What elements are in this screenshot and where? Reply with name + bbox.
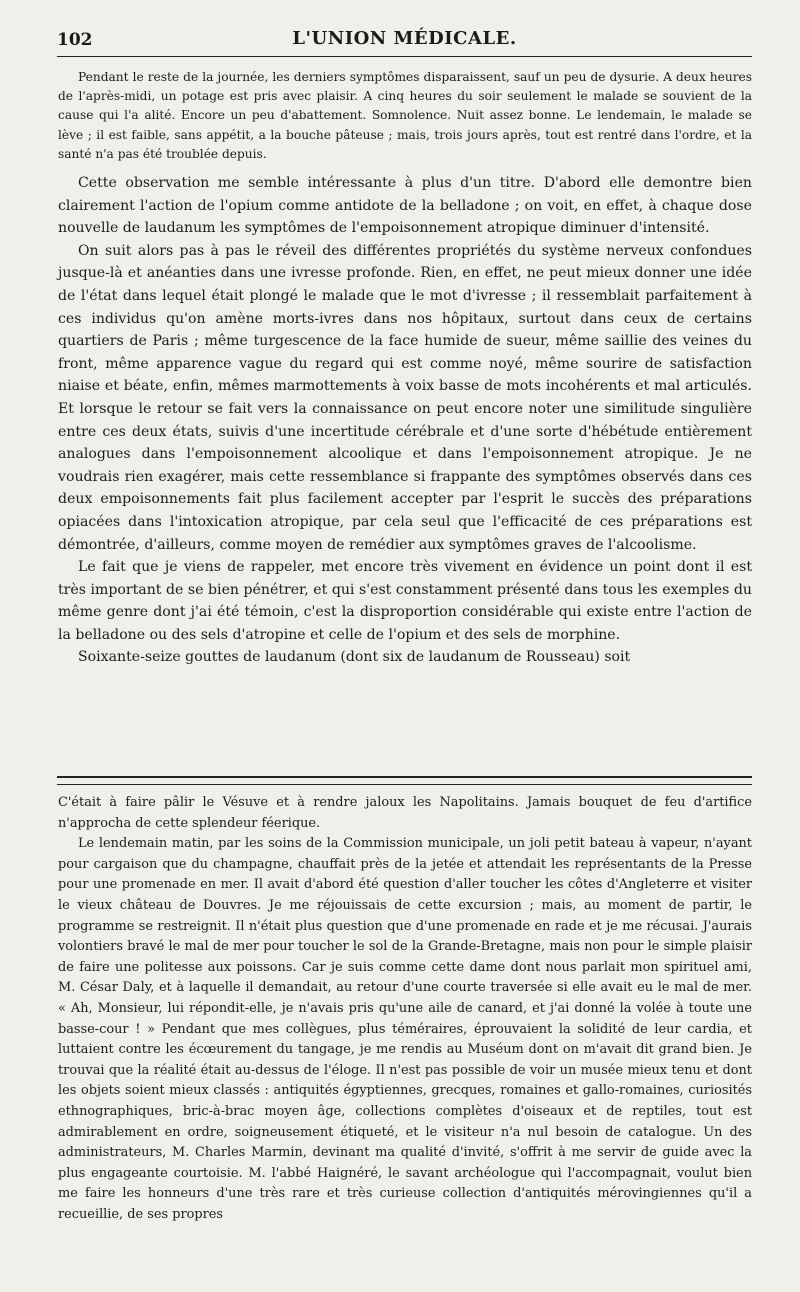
paragraph-gap: [58, 164, 752, 172]
commentary-paragraph-3: Le fait que je viens de rappeler, met encore très vivement en évidence un point dont il est très important de se bien pénétrer, et qui s'est constamment présenté dans tous les exemples du même genre dont j'ai été témoin, c'est la disproportion considérable qui existe entre l'action de la belladone ou des sels d'atropine et celle de l'opium et des sels de morphine.: [58, 559, 752, 643]
page-header: [57, 26, 752, 56]
feuilleton-separator: [57, 776, 752, 785]
article-body: [58, 68, 752, 669]
commentary-paragraph-4: Soixante-seize gouttes de laudanum (dont six de laudanum de Rousseau) soit: [78, 649, 631, 666]
commentary-paragraph-1: Cette observation me semble intéressante à plus d'un titre. D'abord elle demontre bien clairement l'action de l'opium comme antidote de la belladone ; on voit, en effet, à chaque dose nouvelle de laudanum les symptômes de l'empoisonnement atropique diminuer d'intensité.: [58, 175, 752, 237]
journal-title: L'UNION MÉDICALE.: [292, 28, 517, 49]
feuilleton-paragraph-2: Le lendemain matin, par les soins de la Commission municipale, un joli petit bateau à vapeur, n'ayant pour cargaison que du champagne, chauffait près de la jetée et attendait les représentants de la Presse pour une promenade en mer. Il avait d'abord été question d'aller toucher les côtes d'Angleterre et visiter le vieux château de Douvres. Je me réjouissais de cette excursion ; mais, au moment de partir, le programme se restreignit. Il n'était plus question que d'une promenade en rade et je me récusai. J'aurais volontiers bravé le mal de mer pour toucher le sol de la Grande-Bretagne, mais non pour le simple plaisir de faire une politesse aux poissons. Car je suis comme cette dame dont nous parlait mon spirituel ami, M. César Daly, et à laquelle il demandait, au retour d'une courte traversée si elle avait eu le mal de mer. « Ah, Monsieur, lui répondit-elle, je n'avais pris qu'une aile de canard, et j'ai donné la volée à toute une basse-cour ! » Pendant que mes collègues, plus téméraires, éprouvaient la solidité de leur cardia, et luttaient contre les écœurement du tangage, je me rendis au Muséum dont on m'avait dit grand bien. Je trouvai que la réalité était au-dessus de l'éloge. Il n'est pas possible de voir un musée mieux tenu et dont les objets soient mieux classés : antiquités égyptiennes, grecques, romaines et gallo-romaines, curiosités ethnographiques, bric-à-brac moyen âge, collections complètes d'oiseaux et de reptiles, tout est admirablement en ordre, soigneusement étiqueté, et le visiteur n'a nul besoin de catalogue. Un des administrateurs, M. Charles Marmin, devinant ma qualité d'invité, s'offrit à me servir de guide avec la plus engageante courtoisie. M. l'abbé Haignéré, le savant archéologue qui l'accompagnait, voulut bien me faire les honneurs d'une très rare et très curieuse collection d'antiquités mérovingiennes qu'il a recueillie, de ses propres: [58, 836, 752, 1222]
observation-paragraph: Pendant le reste de la journée, les derniers symptômes disparaissent, sauf un peu de dysurie. A deux heures de l'après-midi, un potage est pris avec plaisir. A cinq heures du soir seulement le malade se souvient de la cause qui l'a alité. Encore un peu d'abattement. Somnolence. Nuit assez bonne. Le lendemain, le malade se lève ; il est faible, sans appétit, a la bouche pâteuse ; mais, trois jours après, tout est rentré dans l'ordre, et la santé n'a pas été troublée depuis.: [58, 70, 752, 161]
feuilleton-paragraph-1: C'était à faire pâlir le Vésuve et à rendre jaloux les Napolitains. Jamais bouquet de feu d'artifice n'approcha de cette splendeur féerique.: [58, 795, 752, 831]
feuilleton-section: [58, 793, 752, 1225]
commentary-paragraph-2: On suit alors pas à pas le réveil des différentes propriétés du système nerveux confondues jusque-là et anéanties dans une ivresse profonde. Rien, en effet, ne peut mieux donner une idée de l'état dans lequel était plongé le malade que le mot d'ivresse ; il ressemblait parfaitement à ces individus qu'on amène morts-ivres dans nos hôpitaux, surtout dans ceux de certains quartiers de Paris ; même turgescence de la face humide de sueur, même saillie des veines du front, même apparence vague du regard qui est comme noyé, même sourire de satisfaction niaise et béate, enfin, mêmes marmottements à voix basse de mots incohérents et mal articulés. Et lorsque le retour se fait vers la connaissance on peut encore noter une similitude singulière entre ces deux états, suivis d'une incertitude cérébrale et d'une sorte d'hébétude entièrement analogues dans l'empoisonnement alcoolique et dans l'empoisonnement atropique. Je ne voudrais rien exagérer, mais cette ressemblance si frappante des symptômes observés dans ces deux empoisonnements fait plus facilement accepter par l'esprit le succès des préparations opiacées dans l'intoxication atropique, par cela seul que l'efficacité de ces préparations est démontrée, d'ailleurs, comme moyen de remédier aux symptômes graves de l'alcoolisme.: [58, 242, 752, 553]
header-rule: [57, 56, 752, 57]
page-number: 102: [57, 30, 93, 50]
